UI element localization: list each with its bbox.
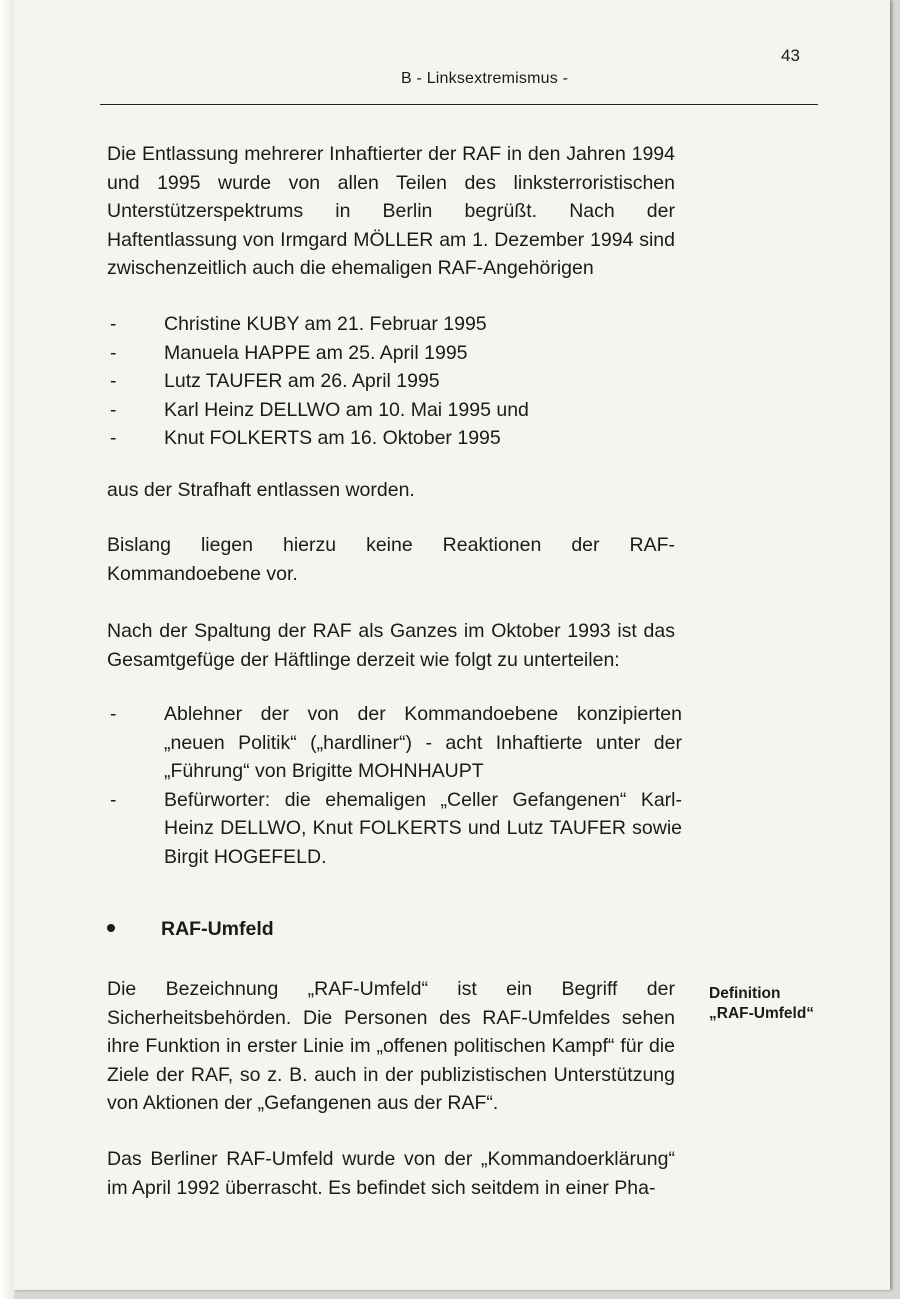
list-item: - Christine KUBY am 21. Februar 1995 <box>107 310 529 339</box>
dash-marker: - <box>110 341 117 364</box>
list-item: - Knut FOLKERTS am 16. Oktober 1995 <box>107 424 529 453</box>
no-reaction-paragraph: Bislang liegen hierzu keine Reaktionen der RAF-Kommandoebene vor. <box>107 534 675 585</box>
document-page <box>14 0 890 1290</box>
running-head: B - Linksextremismus - <box>401 70 569 87</box>
dash-marker: - <box>110 788 117 811</box>
list-item: - Manuela HAPPE am 25. April 1995 <box>107 339 529 368</box>
dash-marker: - <box>110 313 117 335</box>
intro-paragraph: Die Entlassung mehrerer Inhaftierter der RAF in den Jahren 1994 und 1995 wurde von allen Teilen des linksterroristischen Unterstützerspektrums in Berlin begrüßt. Nach der Haftentlassung von Irmgard MÖLLER am 1. Dezember 1994 sind zwischenzeitlich auch die ehemaligen RAF-Angehörigen <box>107 143 675 279</box>
dash-marker: - <box>110 398 117 421</box>
margin-note: Definition „RAF-Umfeld“ <box>709 985 815 1022</box>
after-list-text: aus der Strafhaft entlassen worden. <box>107 479 415 501</box>
released-list <box>107 310 529 453</box>
dash-marker: - <box>110 370 117 392</box>
page-number: 43 <box>781 46 800 65</box>
berlin-paragraph: Das Berliner RAF-Umfeld wurde von der „Kommandoerklärung“ im April 1992 überrascht. Es befindet sich seitdem in einer Pha- <box>107 1148 675 1199</box>
groups-list <box>107 700 682 871</box>
list-item: - Karl Heinz DELLWO am 10. Mai 1995 und <box>107 396 529 425</box>
dash-marker: - <box>110 427 117 449</box>
list-item: - Ablehner der von der Kommandoebene konzipierten „neuen Politik“ („hardliner“) - acht Inhaftierte unter der „Führung“ von Brigitte MOHNHAUPT <box>107 700 682 786</box>
section-heading: RAF-Umfeld <box>107 918 274 941</box>
list-item: - Befürworter: die ehemaligen „Celler Gefangenen“ Karl-Heinz DELLWO, Knut FOLKERTS und Lutz TAUFER sowie Birgit HOGEFELD. <box>107 786 682 872</box>
header-rule <box>100 104 818 105</box>
dash-marker: - <box>110 703 117 725</box>
list-item: - Lutz TAUFER am 26. April 1995 <box>107 367 529 396</box>
bullet-icon <box>107 924 115 932</box>
split-intro-paragraph: Nach der Spaltung der RAF als Ganzes im Oktober 1993 ist das Gesamtgefüge der Häftlinge derzeit wie folgt zu unterteilen: <box>107 620 675 671</box>
definition-paragraph: Die Bezeichnung „RAF-Umfeld“ ist ein Begriff der Sicherheitsbehörden. Die Personen des RAF-Umfeldes sehen ihre Funktion in erster Linie im „offenen politischen Kampf“ für die Ziele der RAF, so z. B. auch in der publizistischen Unterstützung von Aktionen der „Gefangenen aus der RAF“. <box>107 978 675 1114</box>
